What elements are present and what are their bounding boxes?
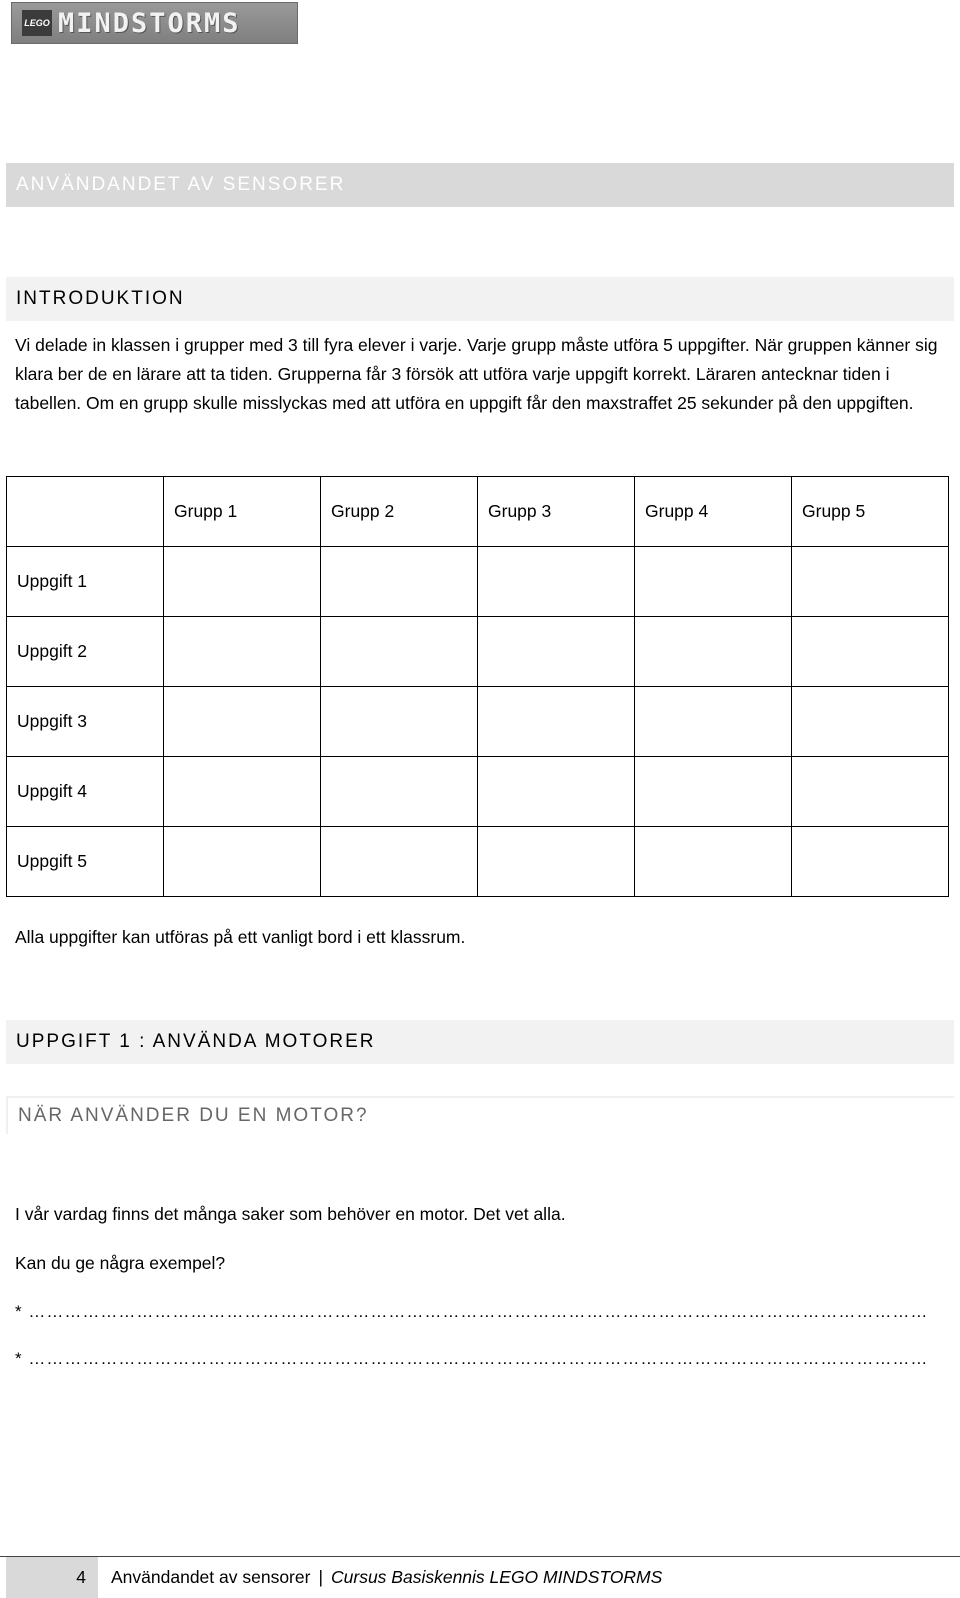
footer-course: Cursus Basiskennis LEGO MINDSTORMS — [331, 1567, 663, 1587]
table-row — [7, 757, 949, 827]
footer-separator: | — [318, 1567, 323, 1587]
table-header-cell: Grupp 1 — [164, 477, 321, 547]
empty-cell — [792, 687, 949, 757]
classroom-note: Alla uppgifter kan utföras på ett vanligt bord i ett klassrum. — [15, 927, 466, 947]
intro-heading: INTRODUKTION — [6, 277, 954, 321]
task1-subheading: NÄR ANVÄNDER DU EN MOTOR? — [6, 1096, 954, 1134]
logo-wordmark: MINDSTORMS — [58, 7, 241, 39]
empty-cell — [478, 757, 635, 827]
table-corner-cell — [7, 477, 164, 547]
empty-cell — [164, 547, 321, 617]
footer-text — [111, 1557, 662, 1598]
results-table — [6, 476, 949, 897]
mindstorms-logo — [11, 2, 298, 44]
empty-cell — [321, 617, 478, 687]
answer-line[interactable]: * …………………………………………………………………………………………………………………………………… — [15, 1349, 929, 1368]
page-footer — [0, 1556, 960, 1598]
empty-cell — [478, 547, 635, 617]
empty-cell — [164, 827, 321, 897]
footer-section: Användandet av sensorer — [111, 1567, 311, 1587]
table-row — [7, 687, 949, 757]
task1-question: Kan du ge några exempel? — [15, 1253, 226, 1273]
empty-cell — [321, 687, 478, 757]
empty-cell — [478, 617, 635, 687]
empty-cell — [478, 687, 635, 757]
row-label: Uppgift 3 — [7, 687, 164, 757]
row-label: Uppgift 4 — [7, 757, 164, 827]
empty-cell — [792, 547, 949, 617]
row-label: Uppgift 1 — [7, 547, 164, 617]
document-title: ANVÄNDANDET AV SENSORER — [6, 163, 954, 207]
empty-cell — [321, 547, 478, 617]
empty-cell — [164, 757, 321, 827]
row-label: Uppgift 5 — [7, 827, 164, 897]
task1-heading: UPPGIFT 1 : ANVÄNDA MOTORER — [6, 1020, 954, 1064]
empty-cell — [635, 757, 792, 827]
empty-cell — [792, 617, 949, 687]
empty-cell — [164, 687, 321, 757]
lego-badge: LEGO — [22, 10, 52, 36]
empty-cell — [635, 827, 792, 897]
empty-cell — [792, 757, 949, 827]
empty-cell — [792, 827, 949, 897]
table-header-cell: Grupp 2 — [321, 477, 478, 547]
table-row — [7, 617, 949, 687]
task1-text: I vår vardag finns det många saker som behöver en motor. Det vet alla. — [15, 1204, 566, 1224]
table-header-row — [7, 477, 949, 547]
empty-cell — [321, 757, 478, 827]
empty-cell — [635, 547, 792, 617]
row-label: Uppgift 2 — [7, 617, 164, 687]
page-number: 4 — [6, 1557, 98, 1598]
empty-cell — [321, 827, 478, 897]
intro-paragraph: Vi delade in klassen i grupper med 3 till fyra elever i varje. Varje grupp måste utföra 5 uppgifter. När gruppen känner sig klara ber de en lärare att ta tiden. Grupperna får 3 försök att utföra varje uppgift korrekt. Läraren antecknar tiden i tabellen. Om en grupp skulle misslyckas med att utföra en uppgift får den maxstraffet 25 sekunder på den uppgiften. — [15, 335, 938, 413]
answer-line[interactable]: * …………………………………………………………………………………………………………………………………… — [15, 1302, 929, 1321]
table-header-cell: Grupp 3 — [478, 477, 635, 547]
empty-cell — [478, 827, 635, 897]
table-header-cell: Grupp 4 — [635, 477, 792, 547]
table-row — [7, 547, 949, 617]
empty-cell — [635, 687, 792, 757]
empty-cell — [635, 617, 792, 687]
table-header-cell: Grupp 5 — [792, 477, 949, 547]
table-row — [7, 827, 949, 897]
empty-cell — [164, 617, 321, 687]
